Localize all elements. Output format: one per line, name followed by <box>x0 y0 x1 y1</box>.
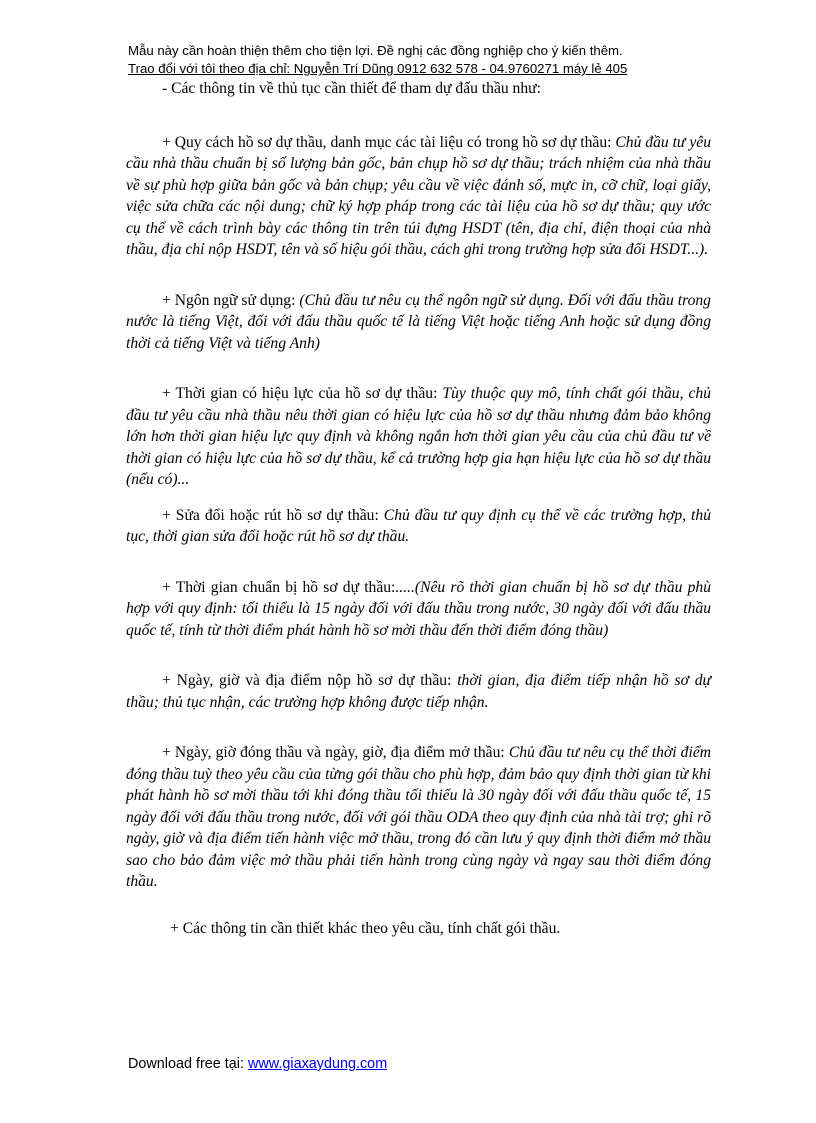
item-detail: (Chủ đầu tư nêu cụ thể ngôn ngữ sử dụng. Đối với đấu thầu trong nước là tiếng Việt, đối với đấu thầu quốc tế là tiếng Việt hoặc tiếng Anh hoặc sử dụng đồng thời cả tiếng Việt và tiếng Anh) <box>126 291 711 352</box>
list-item-sua-doi <box>126 505 711 548</box>
list-item-ngon-ngu <box>126 290 711 355</box>
header-note-line2: Trao đổi với tôi theo địa chỉ: Nguyễn Trí Dũng 0912 632 578 - 04.9760271 máy lẻ 405 <box>128 61 628 76</box>
item-lead: + Quy cách hồ sơ dự thầu, danh mục các tài liệu có trong hồ sơ dự thầu: <box>162 133 616 151</box>
footer-link[interactable]: www.giaxaydung.com <box>248 1056 388 1072</box>
item-lead: + Ngày, giờ đóng thầu và ngày, giờ, địa điểm mở thầu: <box>162 744 509 761</box>
item-detail: Chủ đầu tư quy định cụ thể về các trường hợp, thủ tục, thời gian sửa đổi hoặc rút hồ sơ dự thầu. <box>126 506 711 545</box>
list-item-thoi-gian-chuan-bi <box>126 577 711 642</box>
list-item-dong-mo-thau <box>126 742 711 893</box>
list-item-thoi-gian-hieu-luc <box>126 383 711 491</box>
item-detail: Chủ đầu tư nêu cụ thể thời điểm đóng thầu tuỳ theo yêu cầu của từng gói thầu cho phù hợp, đảm bảo quy định thời gian từ khi phát hành hồ sơ mời thầu tới khi đóng thầu tối thiểu là 30 ngày đối với đấu thầu quốc tế, 15 ngày đối với đấu thầu trong nước, đối với gói thầu ODA theo quy định của nhà tài trợ; ghi rõ ngày, giờ và địa điểm tiến hành việc mở thầu, trong đó cần lưu ý quy định thời điểm mở thầu sao cho bảo đảm việc mở thầu phải tiến hành trong cùng ngày và ngay sau thời điểm đóng thầu. <box>126 744 711 890</box>
item-lead: + Thời gian chuẩn bị hồ sơ dự thầu: <box>162 578 396 596</box>
item-lead: + Các thông tin cần thiết khác theo yêu cầu, tính chất gói thầu. <box>170 919 561 937</box>
list-item-nop-ho-so <box>126 670 711 713</box>
list-item-quy-cach <box>126 132 711 261</box>
footer <box>128 1055 387 1073</box>
item-lead: + Thời gian có hiệu lực của hồ sơ dự thầu: <box>162 385 443 402</box>
document-body <box>126 78 711 939</box>
item-lead: + Ngôn ngữ sử dụng: <box>162 291 300 309</box>
item-lead: + Sửa đổi hoặc rút hồ sơ dự thầu: <box>162 506 384 524</box>
intro-line: - Các thông tin về thủ tục cần thiết để tham dự đấu thầu như: <box>162 80 541 97</box>
header-note-line1: Mẫu này cần hoàn thiện thêm cho tiện lợi. Đề nghị các đồng nghiệp cho ý kiến thêm. <box>128 43 623 58</box>
item-detail: thời gian, địa điểm tiếp nhận hồ sơ dự thầu; thủ tục nhận, các trường hợp không được tiếp nhận. <box>126 672 711 711</box>
item-detail: Tùy thuộc quy mô, tính chất gói thầu, chủ đầu tư yêu cầu nhà thầu nêu thời gian có hiệu lực của hồ sơ dự thầu nhưng đảm bảo không lớn hơn thời gian hiệu lực quy định và không ngắn hơn thời gian yêu cầu của chủ đầu tư về thời gian có hiệu lực của hồ sơ dự thầu, kể cả trường hợp gia hạn hiệu lực của hồ sơ dự thầu (nếu có)... <box>126 385 711 488</box>
footer-label: Download free tại: <box>128 1056 248 1072</box>
item-detail: Chủ đầu tư yêu cầu nhà thầu chuẩn bị số lượng bản gốc, bản chụp hồ sơ dự thầu; trách nhiệm của nhà thầu về sự phù hợp giữa bản gốc và bản chụp; yêu cầu về việc đánh số, mực in, cỡ chữ, loại giấy, việc sửa chữa các nội dung; chữ ký hợp pháp trong các tài liệu của hồ sơ dự thầu; quy ước cụ thể về cách trình bày các thông tin trên túi đựng HSDT (tên, địa chỉ, điện thoại của nhà thầu, địa chỉ nộp HSDT, tên và số hiệu gói thầu, cách ghi trong trường hợp sửa đổi HSDT...). <box>126 133 711 258</box>
item-lead: + Ngày, giờ và địa điểm nộp hồ sơ dự thầu: <box>162 672 458 689</box>
list-item-thong-tin-khac <box>126 918 711 940</box>
item-detail: .....(Nêu rõ thời gian chuẩn bị hồ sơ dự thầu phù hợp với quy định: tối thiểu là 15 ngày đối với đấu thầu trong nước, 30 ngày đối với đấu thầu quốc tế, tính từ thời điểm phát hành hồ sơ mời thầu đến thời điểm đóng thầu) <box>126 578 711 639</box>
